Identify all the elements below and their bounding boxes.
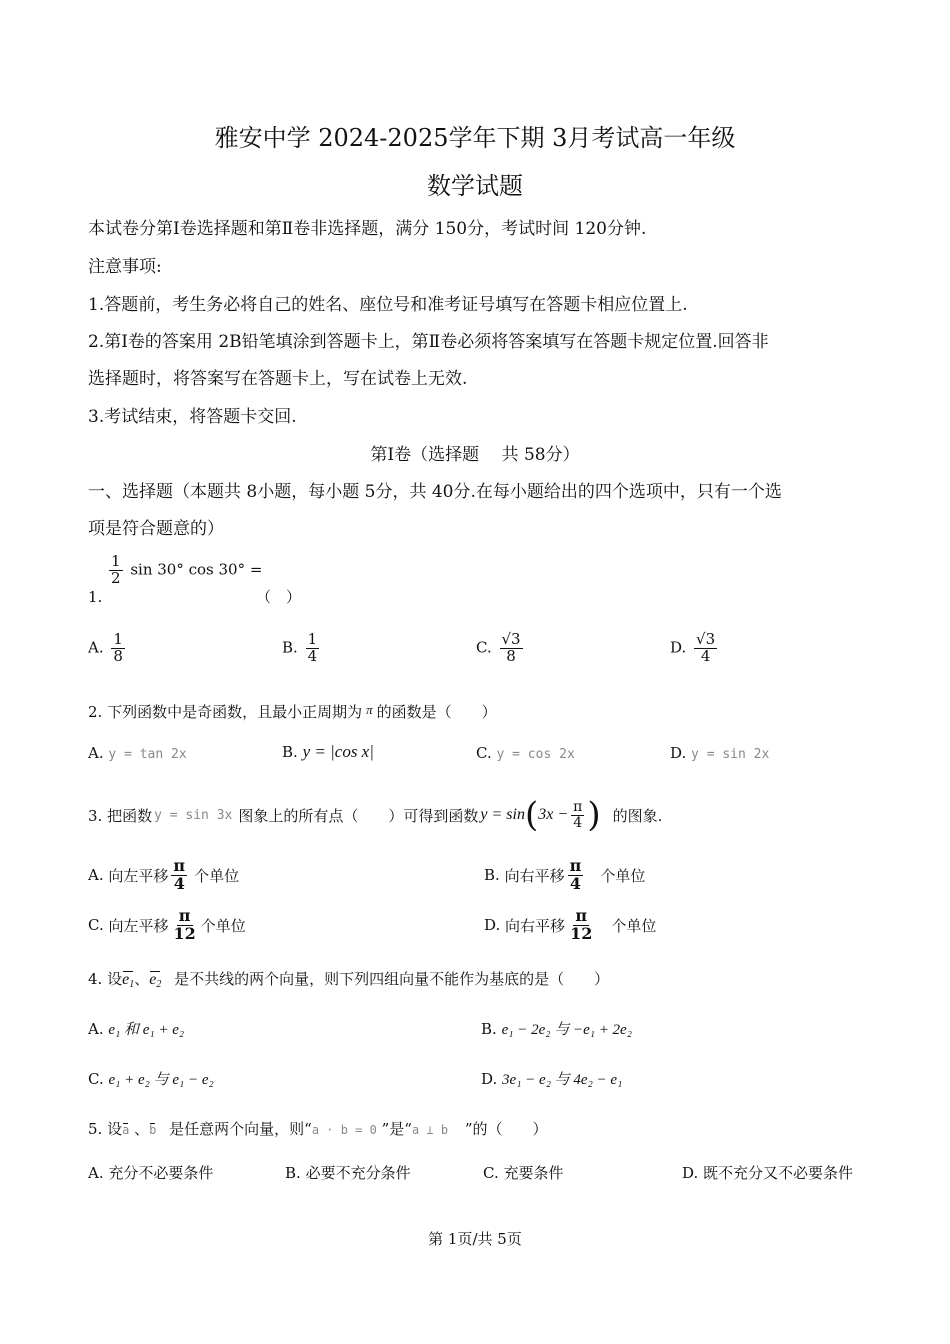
- section-desc-1: 一、选择题（本题共 8小题，每小题 5分，共 40分.在每小题给出的四个选项中，只有一个选: [88, 482, 782, 502]
- frac-num: 1: [113, 630, 123, 648]
- frac-num: π: [178, 906, 191, 925]
- q5-option-c[interactable]: [483, 1162, 564, 1183]
- frac-den: 4: [173, 873, 185, 893]
- note-2a: 2.第Ⅰ卷的答案用 2B铅笔填涂到答题卡上，第Ⅱ卷必须将答案填写在答题卡规定位置.回答非: [88, 332, 769, 352]
- q5-stem-a: 5. 设: [88, 1120, 123, 1138]
- option-label: B.: [481, 1020, 497, 1038]
- option-text: 必要不充分条件: [305, 1164, 411, 1182]
- section-desc-2: 项是符合题意的）: [88, 519, 224, 539]
- option-label: B.: [484, 866, 500, 885]
- option-post: 个单位: [194, 866, 240, 885]
- q5-option-a[interactable]: [88, 1162, 213, 1183]
- option-label: D.: [481, 1070, 498, 1088]
- frac-den: 8: [113, 646, 123, 665]
- q5-stem-d: ”的（ ）: [464, 1120, 548, 1138]
- option-post: 个单位: [611, 916, 657, 935]
- question-3-stem: [88, 792, 662, 838]
- q4-option-b[interactable]: [481, 1018, 632, 1039]
- option-label: D.: [670, 638, 687, 657]
- frac-den: 12: [570, 923, 593, 943]
- q2-option-d[interactable]: [670, 744, 769, 762]
- right-paren: ): [587, 795, 601, 835]
- q4-stem-a: 4. 设: [88, 970, 123, 988]
- notice-heading: 注意事项:: [88, 257, 162, 277]
- q5-option-d[interactable]: [682, 1162, 853, 1183]
- option-label: C.: [88, 1070, 104, 1088]
- frac-den: 4: [569, 873, 582, 893]
- frac-num: √3: [696, 630, 716, 648]
- option-post: 个单位: [200, 916, 246, 935]
- q2-stem-b: 的函数是（ ）: [376, 703, 497, 721]
- option-label: A.: [88, 638, 104, 657]
- q1-option-a[interactable]: [88, 632, 128, 665]
- page-footer: 第 1页/共 5页: [428, 1230, 522, 1248]
- q4-option-d[interactable]: [481, 1068, 622, 1089]
- option-text: 3e₁ − e₂ 与 4e₂ − e₁: [502, 1072, 623, 1088]
- note-2b: 选择题时，将答案写在答题卡上，写在试卷上无效.: [88, 369, 468, 389]
- q1-option-b[interactable]: [282, 632, 322, 665]
- option-pre: 向左平移: [108, 866, 169, 885]
- q2-option-b[interactable]: [282, 742, 374, 762]
- q3-option-c[interactable]: [88, 908, 246, 943]
- question-1-blank: （ ）: [256, 588, 302, 606]
- q5-cond2: a ⊥ b: [411, 1123, 449, 1137]
- frac-num: 1: [307, 630, 318, 648]
- frac-den: 4: [700, 646, 711, 665]
- frac-num: π: [575, 906, 588, 925]
- q3-frac-den: 4: [573, 814, 583, 831]
- vector-e2: $e_2$: [149, 971, 162, 990]
- option-pre: 向左平移: [108, 916, 169, 935]
- option-text: y = tan 2x: [108, 747, 187, 762]
- option-label: C.: [476, 744, 492, 762]
- exam-subtitle: 数学试题: [427, 172, 523, 200]
- q3-func1: y = sin 3x: [154, 807, 233, 823]
- q3-option-a[interactable]: [88, 858, 239, 893]
- vector-b: b: [149, 1123, 157, 1137]
- option-label: C.: [88, 916, 104, 935]
- q5-cond1: a · b = 0: [311, 1123, 377, 1137]
- question-5-stem: [88, 1118, 548, 1139]
- option-text: 充要条件: [503, 1164, 564, 1182]
- option-pre: 向右平移: [505, 916, 566, 935]
- q2-stem-a: 2. 下列函数中是奇函数，且最小正周期为: [88, 703, 363, 721]
- vector-a: a: [122, 1123, 130, 1137]
- option-text: 既不充分又不必要条件: [703, 1164, 854, 1182]
- option-label: A.: [88, 1020, 104, 1038]
- frac-num: π: [173, 856, 186, 875]
- left-paren: (: [524, 795, 539, 835]
- question-4-stem: [88, 968, 609, 990]
- q2-option-a[interactable]: [88, 744, 187, 762]
- section-heading: 第Ⅰ卷（选择题 共 58分）: [370, 445, 580, 465]
- question-1-number: 1.: [88, 588, 103, 606]
- option-text: y = sin 2x: [691, 747, 770, 762]
- q4-option-c[interactable]: [88, 1068, 214, 1089]
- option-text: e₁ − 2e₂ 与 −e₁ + 2e₂: [501, 1022, 632, 1038]
- q3-func2-pre: y = sin: [480, 806, 525, 823]
- option-label: C.: [483, 1164, 499, 1182]
- q5-stem-c: ”是“: [381, 1120, 412, 1138]
- frac-num: √3: [501, 630, 521, 648]
- option-label: A.: [88, 744, 104, 762]
- option-label: A.: [88, 1164, 104, 1182]
- option-label: D.: [682, 1164, 699, 1182]
- q1-option-d[interactable]: [670, 632, 720, 665]
- note-1: 1.答题前，考生务必将自己的姓名、座位号和准考证号填写在答题卡相应位置上.: [88, 295, 688, 315]
- q1-frac-den: 2: [111, 568, 121, 587]
- q1-option-c[interactable]: [476, 632, 526, 665]
- q3-option-d[interactable]: [484, 908, 656, 943]
- q3-option-b[interactable]: [484, 858, 645, 893]
- q4-stem-b: 是不共线的两个向量，则下列四组向量不能作为基底的是（ ）: [174, 970, 610, 988]
- q4-sep: 、: [134, 970, 150, 988]
- option-text: y = cos 2x: [496, 747, 575, 762]
- note-3: 3.考试结束，将答题卡交回.: [88, 407, 297, 427]
- q1-frac-num: 1: [111, 552, 121, 570]
- q4-option-a[interactable]: [88, 1018, 184, 1039]
- q3-frac-num: π: [573, 798, 583, 815]
- option-text: e₁ + e₂ 与 e₁ − e₂: [108, 1072, 214, 1088]
- intro-line: 本试卷分第Ⅰ卷选择题和第Ⅱ卷非选择题，满分 150分，考试时间 120分钟.: [88, 219, 647, 239]
- question-2-stem: [88, 701, 497, 722]
- q5-stem-b: 是任意两个向量，则“: [169, 1120, 312, 1138]
- option-label: B.: [282, 743, 298, 761]
- option-label: D.: [670, 744, 687, 762]
- option-label: B.: [285, 1164, 301, 1182]
- q1-expr: sin 30° cos 30° =: [130, 560, 263, 579]
- frac-den: 4: [307, 646, 318, 665]
- frac-den: 8: [506, 646, 516, 665]
- option-post: 个单位: [600, 866, 646, 885]
- q2-option-c[interactable]: [476, 744, 575, 762]
- q3-stem-c: 的图象.: [612, 806, 663, 825]
- option-label: D.: [484, 916, 501, 935]
- option-text: 充分不必要条件: [108, 1164, 214, 1182]
- option-text: e₁ 和 e₁ + e₂: [108, 1022, 185, 1038]
- q3-func2-inner: 3x −: [538, 806, 569, 823]
- option-text: y = |cos x|: [302, 742, 374, 761]
- option-pre: 向右平移: [504, 866, 565, 885]
- vector-e1: $e_1$: [122, 971, 135, 990]
- q5-option-b[interactable]: [285, 1162, 411, 1183]
- frac-num: π: [569, 856, 582, 875]
- question-1-expression: [106, 554, 262, 587]
- frac-den: 12: [173, 923, 196, 943]
- q3-stem-b: 图象上的所有点（ ）可得到函数: [238, 806, 479, 825]
- option-label: A.: [88, 866, 104, 885]
- q3-stem-a: 3. 把函数: [88, 806, 153, 825]
- q2-pi: π: [366, 702, 373, 717]
- q5-sep: 、: [134, 1120, 150, 1138]
- option-label: C.: [476, 638, 492, 657]
- exam-title: 雅安中学 2024-2025学年下期 3月考试高一年级: [214, 124, 736, 152]
- option-label: B.: [282, 638, 298, 657]
